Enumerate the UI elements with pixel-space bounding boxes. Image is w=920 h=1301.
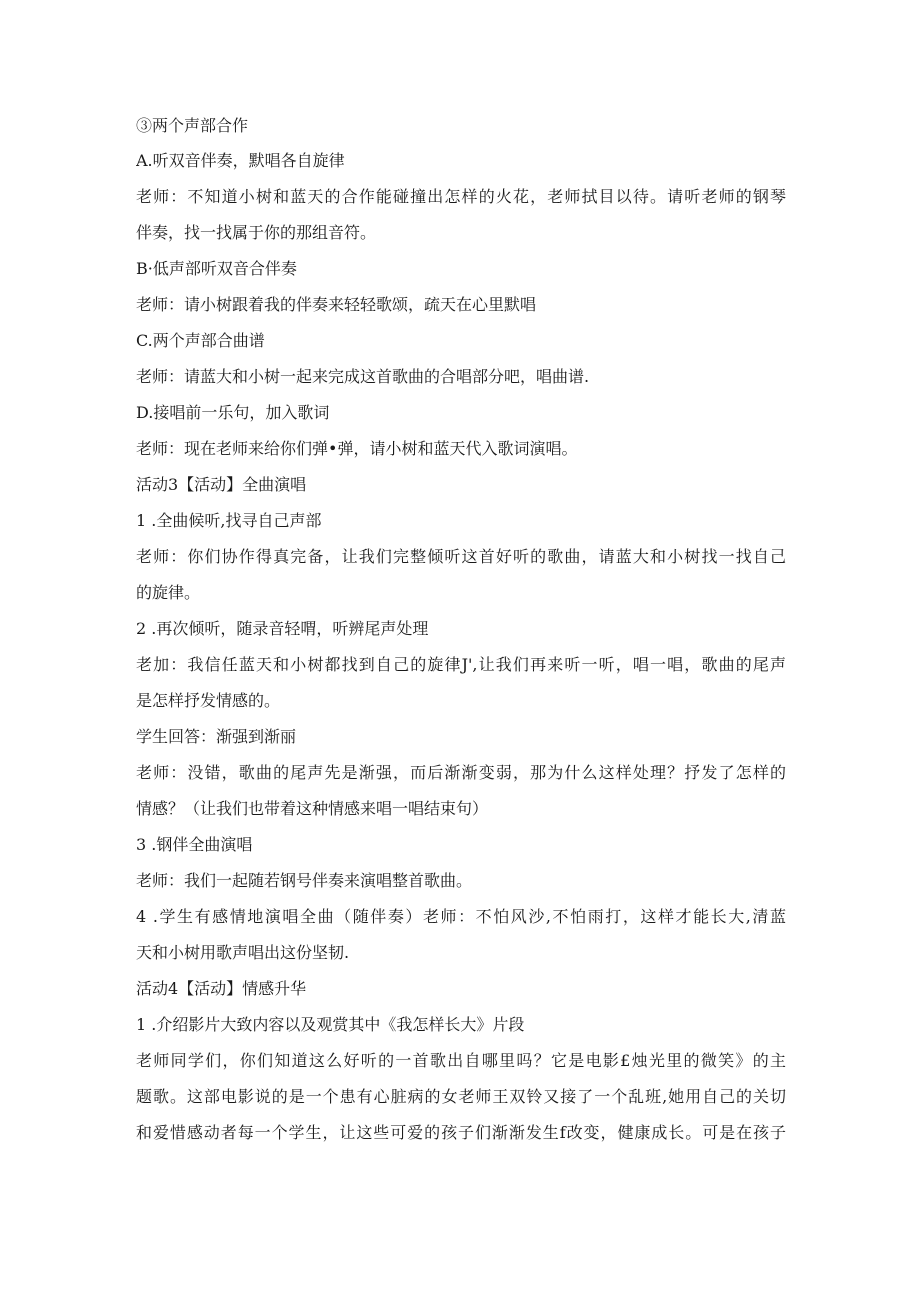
step-heading: 1 .介绍影片大致内容以及观赏其中《我怎样长大》片段 <box>136 1015 525 1034</box>
step-heading: 1 .全曲候听,找寻自己声部 <box>136 511 322 530</box>
paragraph-line: 是怎样抒发情感的。 <box>136 691 281 710</box>
paragraph-line: 老师：没错，歌曲的尾声先是渐强，而后渐渐变弱，那为什么这样处理？抒发了怎样的 <box>136 763 786 782</box>
paragraph-line: 老师：你们协作得真完备，让我们完整倾听这首好听的歌曲，请蓝大和小树找一找自己 <box>136 547 786 566</box>
step-heading: B·低声部听双音合伴奏 <box>136 259 297 278</box>
paragraph-line: 学生回答：渐强到渐丽 <box>136 727 297 746</box>
paragraph-line: 天和小树用歌声唱出这份坚韧. <box>136 943 350 962</box>
paragraph-line: 老师同学们，你们知道这么好听的一首歌出自哪里吗？它是电影£烛光里的微笑》的主 <box>136 1051 786 1070</box>
activity-heading: 活动3【活动】全曲演唱 <box>136 475 307 494</box>
paragraph-line: 老师：不知道小树和蓝天的合作能碰撞出怎样的火花，老师拭目以待。请听老师的钢琴 <box>136 187 786 206</box>
paragraph-line: 老加：我信任蓝天和小树都找到自己的旋律J',让我们再来听一听，唱一唱，歌曲的尾声 <box>136 655 786 674</box>
step-heading: 4 .学生有感情地演唱全曲（随伴奏）老师：不怕风沙,不怕雨打，这样才能长大,清蓝 <box>136 907 786 926</box>
paragraph-line: 伴奏，找一找属于你的那组音符。 <box>136 223 377 242</box>
paragraph-line: 老师：现在老师来给你们弹•弹，请小树和蓝天代入歌词演唱。 <box>136 439 578 458</box>
paragraph-line: 老师：我们一起随若钢号伴奏来演唱整首歌曲。 <box>136 871 473 890</box>
paragraph-line: 老师：请蓝大和小树一起来完成这首歌曲的合唱部分吧，唱曲谱. <box>136 367 590 386</box>
step-heading: C.两个声部合曲谱 <box>136 331 265 350</box>
paragraph-line: 的旋律。 <box>136 583 201 602</box>
paragraph-line: 题歌。这部电影说的是一个患有心脏病的女老师王双铃又接了一个乱班,她用自己的关切 <box>136 1087 786 1106</box>
paragraph-line: 老师：请小树跟着我的伴奏来轻轻歌颂，疏天在心里默唱 <box>136 295 537 314</box>
step-heading: 2 .再次倾听，随录音轻喟，听辨尾声处理 <box>136 619 429 638</box>
step-heading: A.听双音伴奏，默唱各自旋律 <box>136 151 345 170</box>
activity-heading: 活动4【活动】情感升华 <box>136 979 307 998</box>
step-heading: D.接唱前一乐句，加入歌词 <box>136 403 330 422</box>
paragraph-line: 情感？（让我们也带着这种情感来唱一唱结束句） <box>136 799 489 818</box>
step-heading: 3 .钢伴全曲演唱 <box>136 835 253 854</box>
paragraph-line: 和爱惜感动者每一个学生，让这些可爱的孩子们渐渐发生f改变，健康成长。可是在孩子 <box>136 1123 786 1142</box>
section-heading: ③两个声部合作 <box>136 116 249 135</box>
